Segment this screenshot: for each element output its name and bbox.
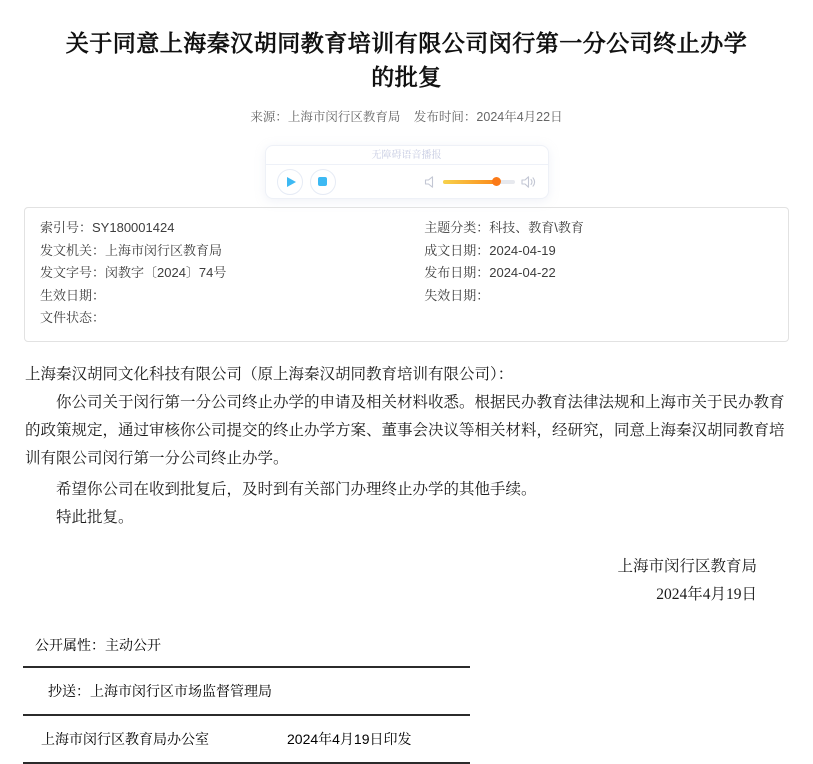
play-button[interactable]: [277, 169, 303, 195]
body-paragraph: 特此批复。: [56, 508, 134, 526]
volume-slider[interactable]: [443, 180, 515, 184]
issuing-office-row: [23, 716, 470, 764]
source-value: 上海市闵行区教育局: [287, 110, 401, 124]
document-body: [25, 361, 788, 532]
signature-block: [0, 553, 757, 609]
signature-org: 上海市闵行区教育局: [617, 557, 757, 575]
print-date: 2024年4月19日印发: [287, 730, 412, 747]
document-page: [0, 26, 813, 747]
document-footer: [23, 631, 470, 764]
audio-player-controls: [266, 165, 548, 198]
source-label: 来源：: [250, 110, 288, 124]
publish-date: 2024年4月22日: [476, 110, 563, 124]
meta-field-topic-category: 主题分类：科技、教育\教育: [424, 220, 584, 235]
volume-up-icon: [521, 175, 537, 189]
issuing-office: 上海市闵行区教育局办公室: [41, 730, 209, 747]
body-paragraph: 希望你公司在收到批复后，及时到有关部门办理终止办学的其他手续。: [56, 480, 537, 498]
meta-field-written-date: 成文日期：2024-04-19: [424, 242, 556, 258]
document-metadata-box: [24, 207, 789, 342]
stop-button[interactable]: [310, 169, 336, 195]
publish-label: 发布时间：: [413, 110, 477, 124]
salutation: 上海秦汉胡同文化科技有限公司（原上海秦汉胡同教育培训有限公司）：: [25, 365, 514, 383]
volume-knob[interactable]: [492, 177, 501, 186]
cc-row: 抄送：上海市闵行区市场监督管理局: [23, 668, 470, 716]
metadata-left-column: [40, 217, 406, 330]
meta-field-file-status: 文件状态：: [40, 310, 106, 325]
body-paragraph: 你公司关于闵行第一分公司终止办学的申请及相关材料收悉。根据民办教育法律法规和上海市关于民办教育的政策规定，通过审核你公司提交的终止办学方案、董事会决议等相关材料，经研究，同意上海秦汉胡同教育培训有限公司闵行第一分公司终止办学。: [25, 393, 785, 467]
signature-date: 2024年4月19日: [656, 585, 757, 603]
volume-control: [424, 175, 537, 189]
metadata-right-column: [424, 217, 773, 330]
source-line: [0, 107, 813, 125]
page-title: 关于同意上海秦汉胡同教育培训有限公司闵行第一分公司终止办学的批复: [65, 30, 748, 90]
play-icon: [287, 177, 296, 187]
audio-player: [265, 145, 549, 199]
meta-field-issuing-agency: 发文机关：上海市闵行区教育局: [40, 242, 223, 258]
volume-slider-fill: [443, 180, 496, 184]
meta-field-publish-date: 发布日期：2024-04-22: [424, 265, 556, 280]
public-attribute-row: 公开属性：主动公开: [23, 631, 470, 668]
meta-field-index-number: 索引号：SY180001424: [40, 220, 175, 235]
meta-field-document-number: 发文字号：闵教字〔2024〕74号: [40, 265, 227, 280]
audio-player-caption: 无障碍语音播报: [266, 146, 548, 165]
volume-low-icon: [424, 175, 437, 189]
meta-field-effective-date: 生效日期：: [40, 287, 106, 303]
stop-icon: [318, 177, 327, 186]
meta-field-expiry-date: 失效日期：: [424, 287, 490, 303]
